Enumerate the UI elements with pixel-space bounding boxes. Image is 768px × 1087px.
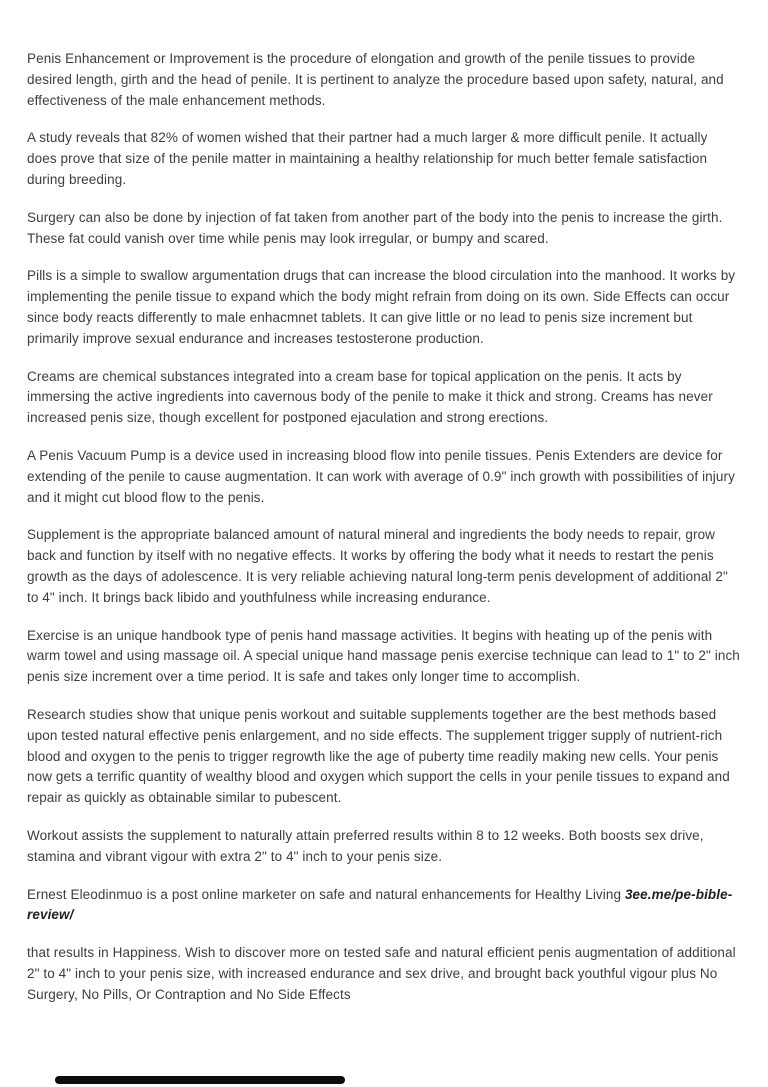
paragraph-author: [27, 885, 741, 927]
document-body: [27, 49, 741, 1005]
paragraph-closing: that results in Happiness. Wish to discover more on tested safe and natural efficient penis augmentation of additional 2" to 4" inch to your penis size, with increased endurance and sex drive, and brought back youthful vigour plus No Surgery, No Pills, Or Contraption and No Side Effects: [27, 945, 736, 1002]
paragraph-creams: Creams are chemical substances integrated into a cream base for topical application on the penis. It acts by immersing the active ingredients into cavernous body of the penile to make it thick and strong. Creams has never increased penis size, though excellent for postponed ejaculation and strong erections.: [27, 368, 713, 426]
paragraph-study: A study reveals that 82% of women wished that their partner had a much larger & more difficult penile. It actually does prove that size of the penile matter in maintaining a healthy relationship for much better female satisfaction during breeding.: [27, 130, 708, 187]
author-bio-text: Ernest Eleodinmuo is a post online marketer on safe and natural enhancements for Healthy Living: [27, 886, 625, 902]
paragraph-vacuum-pump: A Penis Vacuum Pump is a device used in increasing blood flow into penile tissues. Penis Extenders are device for extending of the penile to cause augmentation. It can work with average of 0.9" inch growth with possibilities of injury and it might cut blood flow to the penis.: [27, 447, 735, 505]
author-review-link[interactable]: 3ee.me/pe-bible-review/: [27, 886, 733, 923]
paragraph-research: Research studies show that unique penis workout and suitable supplements together are the best methods based upon tested natural effective penis enlargement, and no side effects. The supplement trigger supply of nutrient-rich blood and oxygen to the penis to trigger regrowth like the age of puberty time readily making new cells. Your penis now gets a terrific quantity of wealthy blood and oxygen which support the cells in your penile tissues to expand and repair as quickly as obtainable similar to pubescent.: [27, 706, 730, 806]
paragraph-exercise: Exercise is an unique handbook type of penis hand massage activities. It begins with heating up of the penis with warm towel and using massage oil. A special unique hand massage penis exercise technique can lead to 1" to 2" inch penis size increment over a time period. It is safe and takes only longer time to accomplish.: [27, 627, 740, 685]
paragraph-workout: Workout assists the supplement to naturally attain preferred results within 8 to 12 weeks. Both boosts sex drive, stamina and vibrant vigour with extra 2" to 4" inch to your penis size.: [27, 827, 704, 864]
paragraph-supplement: Supplement is the appropriate balanced amount of natural mineral and ingredients the body needs to repair, grow back and function by itself with no negative effects. It works by offering the body what it needs to restart the penis growth as the days of adolescence. It is very reliable achieving natural long-term penis development of additional 2" to 4" inch. It brings back libido and youthfulness while increasing endurance.: [27, 527, 728, 605]
paragraph-intro: Penis Enhancement or Improvement is the procedure of elongation and growth of the penile tissues to provide desired length, girth and the head of penile. It is pertinent to analyze the procedure based upon safety, natural, and effectiveness of the male enhancement methods.: [27, 51, 724, 108]
player-progress-bar[interactable]: [55, 1076, 345, 1084]
paragraph-surgery: Surgery can also be done by injection of fat taken from another part of the body into the penis to increase the girth. These fat could vanish over time while penis may look irregular, or bumpy and scared.: [27, 209, 723, 246]
paragraph-pills: Pills is a simple to swallow argumentation drugs that can increase the blood circulation into the manhood. It works by implementing the penile tissue to expand which the body might refrain from doing on its own. Side Effects can occur since body reacts differently to male enhacmnet tablets. It can give little or no lead to penis size increment but primarily improve sexual endurance and increases testosterone production.: [27, 268, 736, 346]
